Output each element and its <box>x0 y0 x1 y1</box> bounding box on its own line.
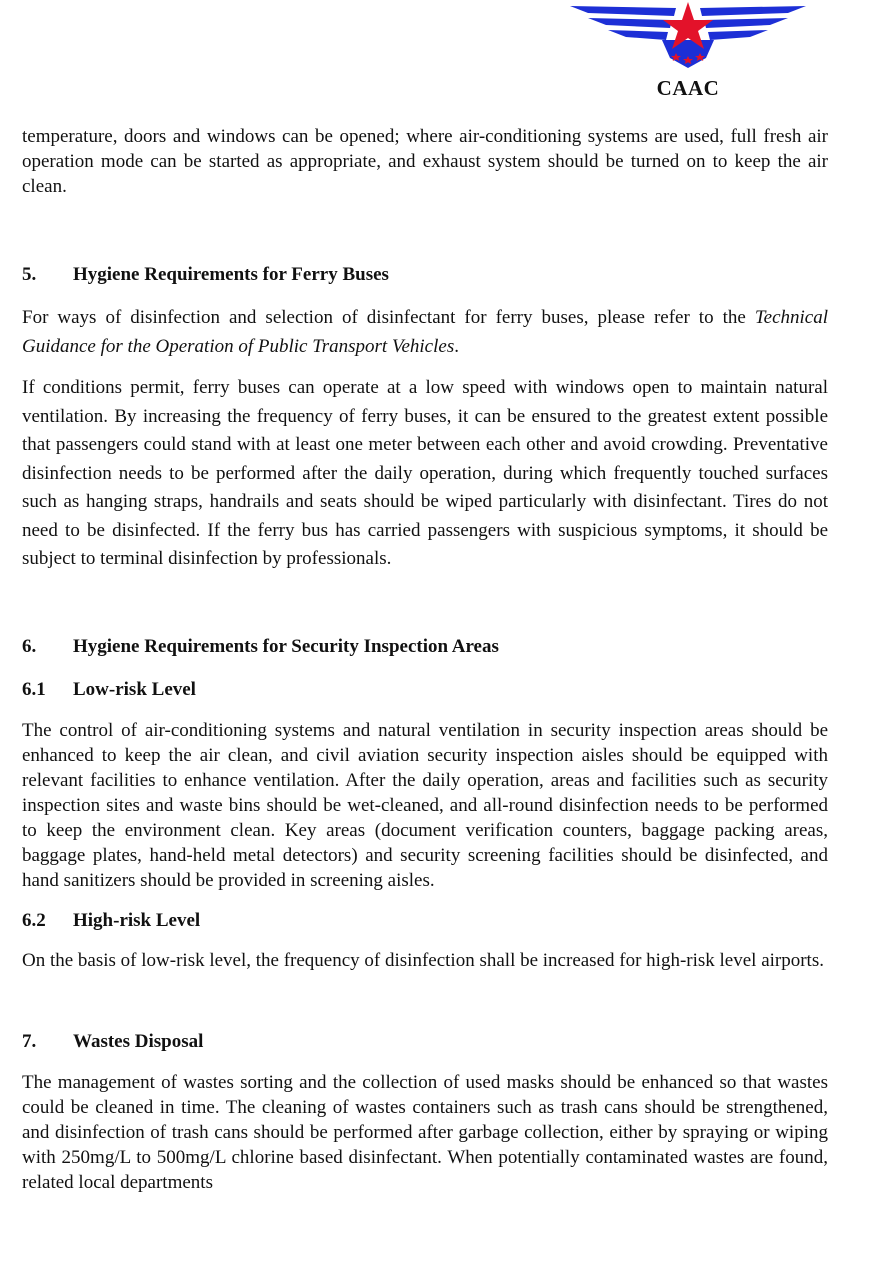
section-number: 5. <box>22 264 37 285</box>
document-reference-italic: Technical Guidance for the Operation of Public Transport Vehicles <box>22 307 828 357</box>
paragraph-low-risk: The control of air-conditioning systems and natural ventilation in security inspection areas should be enhanced to keep the air clean, and civil aviation security inspection aisles should be equipped with relevant facilities to enhance ventilation. After the daily operation, areas and facilities such as security inspection sites and waste bins should be wet-cleaned, and all-round disinfection needs to be performed to keep the environment clean. Key areas (document verification counters, baggage packing areas, baggage plates, hand-held metal detectors) and security screening facilities should be disinfected, and hand sanitizers should be provided in screening aisles. <box>22 719 828 891</box>
text-run: For ways of disinfection and selection of disinfectant for ferry buses, please refer to the <box>22 307 755 328</box>
paragraph-continuation: temperature, doors and windows can be opened; where air-conditioning systems are used, full fresh air operation mode can be started as appropriate, and exhaust system should be turned on to keep the air clean. <box>22 126 828 197</box>
section-6-1-heading <box>22 677 828 702</box>
subsection-number: 6.2 <box>22 909 46 931</box>
winged-star-emblem-icon <box>566 0 810 76</box>
section-5-heading <box>22 262 828 287</box>
paragraph-ferry-reference <box>22 304 828 361</box>
section-7-heading <box>22 1029 828 1054</box>
paragraph-high-risk: On the basis of low-risk level, the frequency of disinfection shall be increased for high-risk level airports. <box>22 949 824 971</box>
logo-caption: CAAC <box>656 76 720 100</box>
section-title: Wastes Disposal <box>73 1030 204 1052</box>
subsection-title: High-risk Level <box>73 909 201 931</box>
caac-logo <box>566 0 810 104</box>
subsection-title: Low-risk Level <box>73 678 196 700</box>
section-number: 7. <box>22 1030 37 1052</box>
paragraph-ferry-operation: If conditions permit, ferry buses can operate at a low speed with windows open to maintain natural ventilation. By increasing the frequency of ferry buses, it can be ensured to the greatest extent possible that passengers could stand with at least one meter between each other and avoid crowding. Preventative disinfection needs to be performed after the daily operation, during which frequently touched surfaces such as hanging straps, handrails and seats should be wiped particularly with disinfectant. Tires do not need to be disinfected. If the ferry bus has carried passengers with suspicious symptoms, it should be subject to terminal disinfection by professionals. <box>22 377 828 569</box>
subsection-number: 6.1 <box>22 678 46 700</box>
section-number: 6. <box>22 635 37 657</box>
section-title: Hygiene Requirements for Ferry Buses <box>73 264 389 285</box>
section-6-2-heading <box>22 908 828 933</box>
paragraph-wastes-disposal: The management of wastes sorting and the collection of used masks should be enhanced so that wastes could be cleaned in time. The cleaning of wastes containers such as trash cans should be strengthened, and disinfection of trash cans should be performed after garbage collection, either by spraying or wiping with 250mg/L to 500mg/L chlorine based disinfectant. When potentially contaminated wastes are found, related local departments <box>22 1071 828 1193</box>
section-title: Hygiene Requirements for Security Inspection Areas <box>73 635 499 657</box>
text-run: . <box>454 335 459 357</box>
document-body <box>22 124 828 1195</box>
section-6-heading <box>22 634 828 659</box>
